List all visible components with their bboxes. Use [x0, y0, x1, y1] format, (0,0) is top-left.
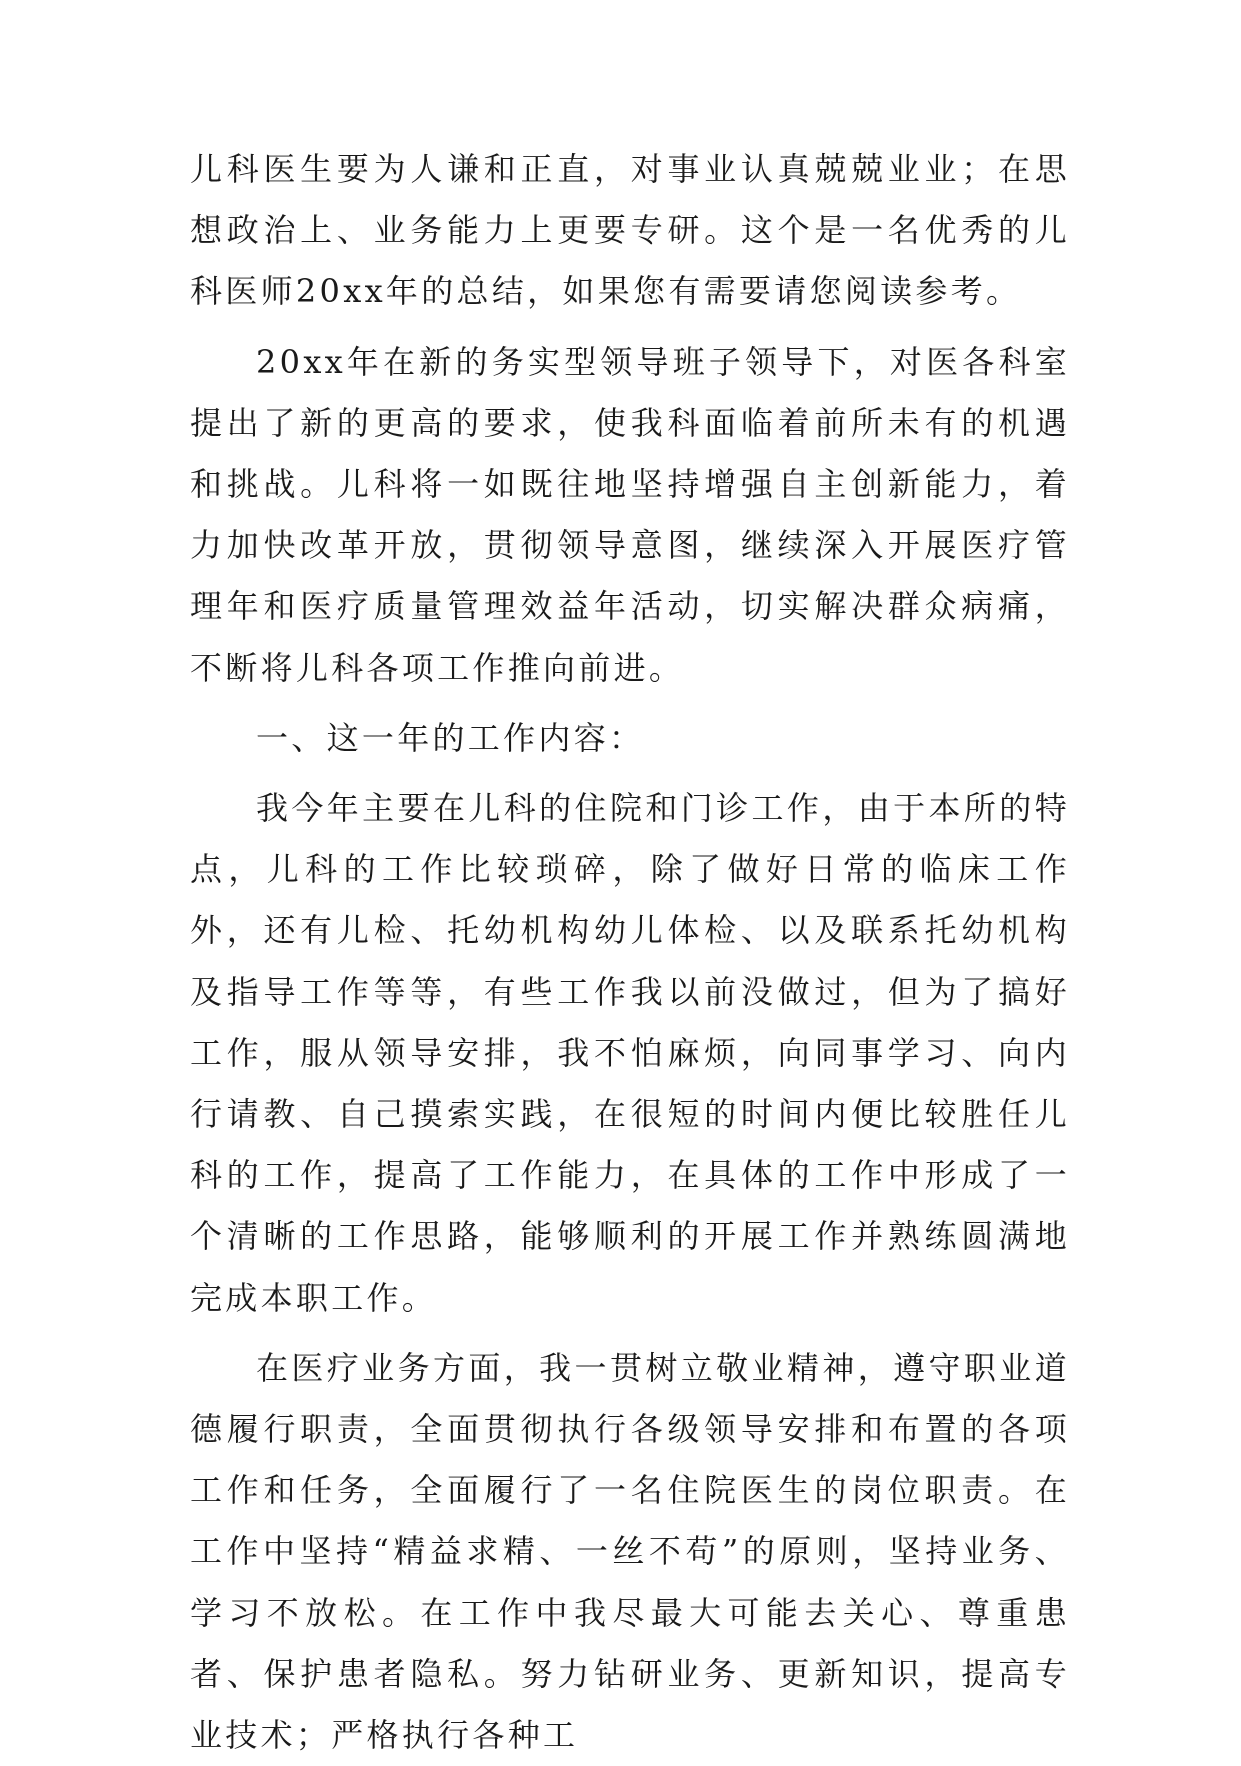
paragraph-work-content: 我今年主要在儿科的住院和门诊工作，由于本所的特点，儿科的工作比较琐碎，除了做好日常的临床工作外，还有儿检、托幼机构幼儿体检、以及联系托幼机构及指导工作等等，有些工作我以前没做过，但为了搞好工作，服从领导安排，我不怕麻烦，向同事学习、向内行请教、自己摸索实践，在很短的时间内便比较胜任儿科的工作，提高了工作能力，在具体的工作中形成了一个清晰的工作思路，能够顺利的开展工作并熟练圆满地完成本职工作。: [190, 789, 1070, 1317]
paragraph-intro: 儿科医生要为人谦和正直，对事业认真兢兢业业；在思想政治上、业务能力上更要专研。这个是一名优秀的儿科医师20xx年的总结，如果您有需要请您阅读参考。: [190, 150, 1070, 311]
paragraph-medical-practice: 在医疗业务方面，我一贯树立敬业精神，遵守职业道德履行职责，全面贯彻执行各级领导安排和布置的各项工作和任务，全面履行了一名住院医生的岗位职责。在工作中坚持“精益求精、一丝不苟”的原则，坚持业务、学习不放松。在工作中我尽最大可能去关心、尊重患者、保护患者隐私。努力钻研业务、更新知识，提高专业技术；严格执行各种工: [190, 1348, 1070, 1755]
paragraph-overview: 20xx年在新的务实型领导班子领导下，对医各科室提出了新的更高的要求，使我科面临着前所未有的机遇和挑战。儿科将一如既往地坚持增强自主创新能力，着力加快改革开放，贯彻领导意图，继续深入开展医疗管理年和医疗质量管理效益年活动，切实解决群众病痛，不断将儿科各项工作推向前进。: [190, 342, 1070, 687]
section-heading-work-content: 一、这一年的工作内容：: [256, 718, 645, 757]
document-body: [190, 139, 1070, 1766]
